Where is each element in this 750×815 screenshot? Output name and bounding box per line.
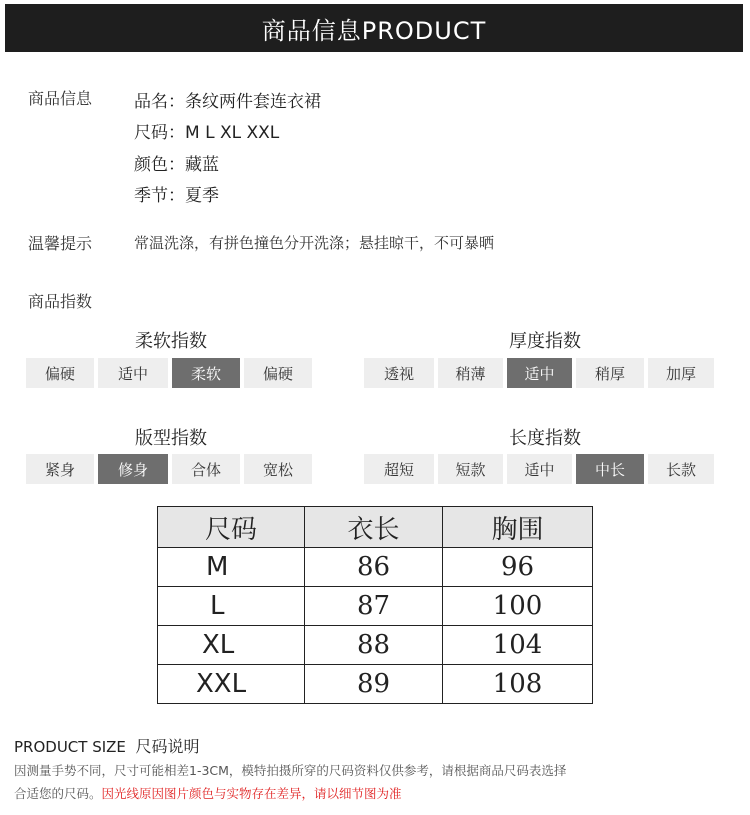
table-cell-size: M	[158, 548, 305, 587]
fit-option: 紧身	[26, 454, 94, 484]
indices-label: 商品指数	[28, 292, 93, 311]
fit-title: 版型指数	[135, 428, 207, 449]
table-cell-bust: 104	[443, 626, 593, 665]
table-row	[158, 665, 593, 704]
table-cell-bust: 108	[443, 665, 593, 704]
table-cell-length: 88	[305, 626, 443, 665]
thickness-title: 厚度指数	[509, 331, 581, 352]
size-note-title-en: PRODUCT SIZE	[14, 738, 126, 756]
size-note-line1: 因测量手势不同，尺寸可能相差1-3CM，模特拍摄所穿的尺码资料仅供参考，请根据商品尺码表选择	[14, 763, 567, 778]
size-note-line2-normal: 合适您的尺码。	[14, 786, 102, 801]
product-season: 季节：夏季	[134, 186, 219, 206]
table-cell-length: 87	[305, 587, 443, 626]
softness-option: 适中	[98, 358, 168, 388]
table-header-length: 衣长	[305, 507, 443, 548]
thickness-option: 适中	[507, 358, 572, 388]
thickness-option: 加厚	[648, 358, 714, 388]
table-cell-length: 86	[305, 548, 443, 587]
fit-scale	[26, 454, 312, 484]
fit-option: 合体	[172, 454, 240, 484]
length-title: 长度指数	[509, 428, 581, 449]
length-option: 长款	[648, 454, 714, 484]
table-cell-size: L	[158, 587, 305, 626]
thickness-scale	[364, 358, 714, 388]
size-note-line2	[14, 784, 402, 802]
length-scale	[364, 454, 714, 484]
table-cell-size: XXL	[158, 665, 305, 704]
table-row	[158, 548, 593, 587]
size-table	[157, 506, 593, 704]
size-note-title	[14, 734, 199, 757]
table-header-bust: 胸围	[443, 507, 593, 548]
care-text: 常温洗涤，有拼色撞色分开洗涤；悬挂晾干，不可暴晒	[134, 234, 495, 252]
header-title: 商品信息PRODUCT	[261, 16, 487, 45]
fit-option: 修身	[98, 454, 168, 484]
product-name: 品名：条纹两件套连衣裙	[134, 92, 321, 112]
table-cell-bust: 96	[443, 548, 593, 587]
care-label: 温馨提示	[28, 234, 93, 253]
product-color: 颜色：藏蓝	[134, 155, 219, 175]
softness-scale	[26, 358, 312, 388]
table-header-row	[158, 507, 593, 548]
size-note-color-warning: 因光线原因图片颜色与实物存在差异，请以细节图为准	[101, 786, 402, 801]
softness-title: 柔软指数	[135, 331, 207, 352]
page-header	[5, 4, 743, 52]
thickness-option: 稍厚	[576, 358, 644, 388]
fit-option: 宽松	[244, 454, 312, 484]
softness-option: 偏硬	[26, 358, 94, 388]
softness-option: 柔软	[172, 358, 240, 388]
table-row	[158, 626, 593, 665]
product-info-label: 商品信息	[28, 89, 93, 108]
thickness-option: 透视	[364, 358, 434, 388]
length-option: 中长	[576, 454, 644, 484]
product-size: 尺码：M L XL XXL	[134, 123, 280, 143]
length-option: 适中	[507, 454, 572, 484]
table-cell-bust: 100	[443, 587, 593, 626]
table-cell-length: 89	[305, 665, 443, 704]
table-cell-size: XL	[158, 626, 305, 665]
length-option: 短款	[438, 454, 503, 484]
size-note-title-cn: 尺码说明	[135, 737, 200, 756]
softness-option: 偏硬	[244, 358, 312, 388]
length-option: 超短	[364, 454, 434, 484]
thickness-option: 稍薄	[438, 358, 503, 388]
table-header-size: 尺码	[158, 507, 305, 548]
table-row	[158, 587, 593, 626]
